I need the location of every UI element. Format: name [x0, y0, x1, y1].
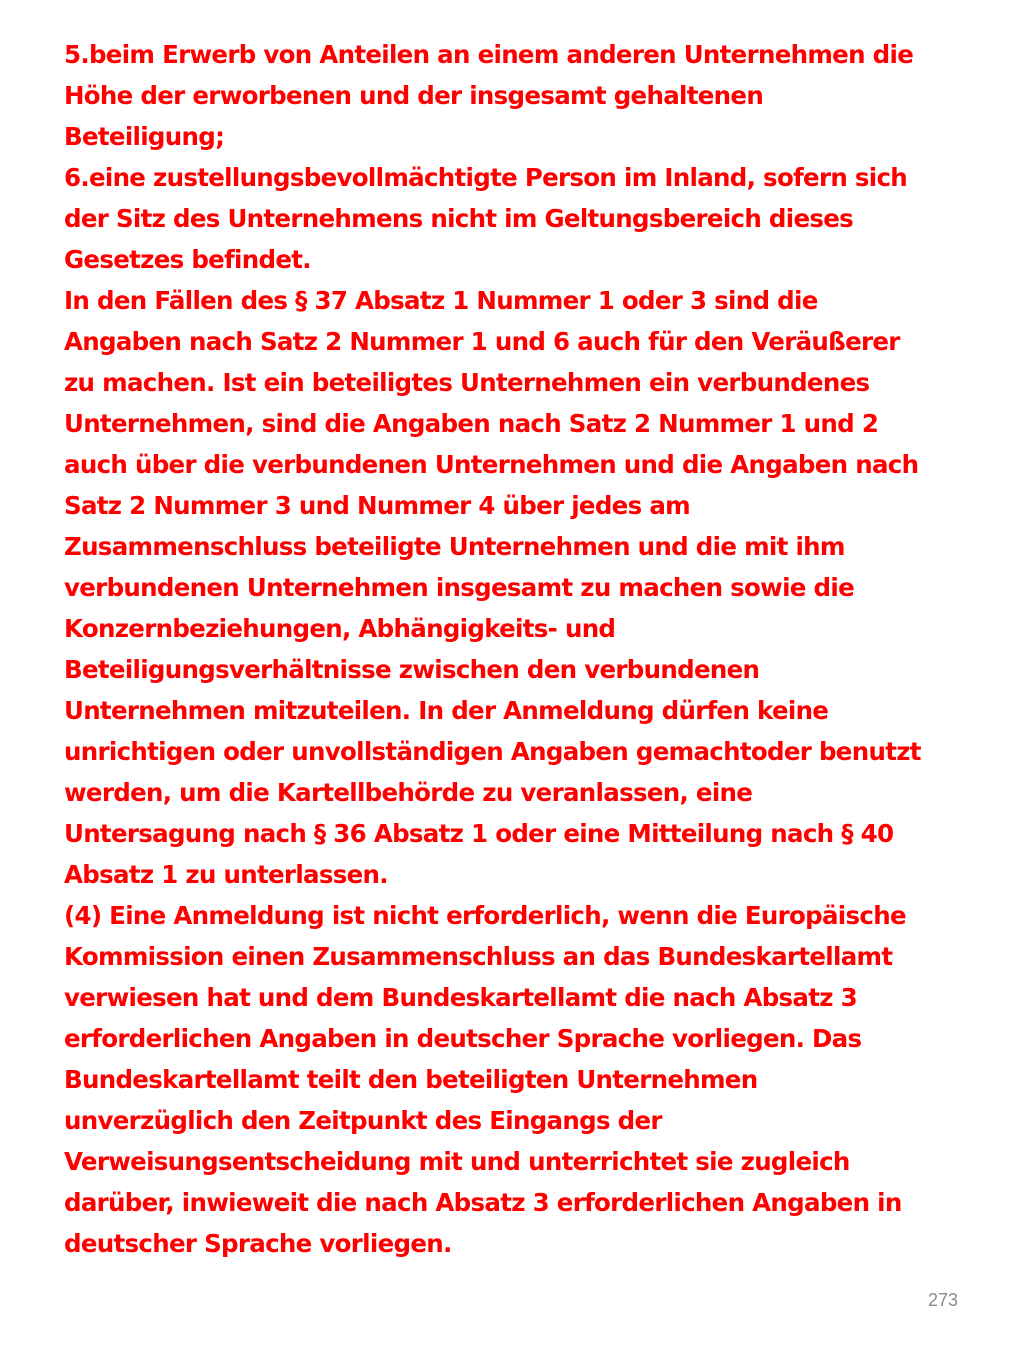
text-line: Satz 2 Nummer 3 und Nummer 4 über jedes am — [64, 491, 690, 520]
text-line: verwiesen hat und dem Bundeskartellamt die nach Absatz 3 — [64, 983, 858, 1012]
text-line: Verweisungsentscheidung mit und unterrichtet sie zugleich — [64, 1147, 850, 1176]
text-line: deutscher Sprache vorliegen. — [64, 1229, 452, 1258]
text-line: Untersagung nach § 36 Absatz 1 oder eine Mitteilung nach § 40 — [64, 819, 894, 848]
text-line: 6.eine zustellungsbevollmächtigte Person im Inland, sofern sich — [64, 163, 908, 192]
text-line: zu machen. Ist ein beteiligtes Unternehmen ein verbundenes — [64, 368, 870, 397]
text-line: Angaben nach Satz 2 Nummer 1 und 6 auch für den Veräußerer — [64, 327, 900, 356]
text-line: Höhe der erworbenen und der insgesamt gehaltenen — [64, 81, 764, 110]
text-line: In den Fällen des § 37 Absatz 1 Nummer 1 oder 3 sind die — [64, 286, 818, 315]
text-line: erforderlichen Angaben in deutscher Sprache vorliegen. Das — [64, 1024, 862, 1053]
text-line: der Sitz des Unternehmens nicht im Geltungsbereich dieses — [64, 204, 854, 233]
text-line: Gesetzes befindet. — [64, 245, 311, 274]
text-line: Unternehmen mitzuteilen. In der Anmeldung dürfen keine — [64, 696, 829, 725]
text-line: Absatz 1 zu unterlassen. — [64, 860, 388, 889]
text-line: darüber, inwieweit die nach Absatz 3 erforderlichen Angaben in — [64, 1188, 902, 1217]
text-line: unverzüglich den Zeitpunkt des Eingangs der — [64, 1106, 662, 1135]
text-line: Zusammenschluss beteiligte Unternehmen und die mit ihm — [64, 532, 845, 561]
text-line: verbundenen Unternehmen insgesamt zu machen sowie die — [64, 573, 854, 602]
body-text — [64, 34, 994, 1264]
page-number: 273 — [927, 1290, 958, 1310]
text-line: Unternehmen, sind die Angaben nach Satz 2 Nummer 1 und 2 — [64, 409, 879, 438]
text-line: Bundeskartellamt teilt den beteiligten Unternehmen — [64, 1065, 758, 1094]
text-line: 5.beim Erwerb von Anteilen an einem anderen Unternehmen die — [64, 40, 914, 69]
text-line: Kommission einen Zusammenschluss an das Bundeskartellamt — [64, 942, 893, 971]
text-line: werden, um die Kartellbehörde zu veranlassen, eine — [64, 778, 753, 807]
text-line: Beteiligung; — [64, 122, 225, 151]
text-line: Beteiligungsverhältnisse zwischen den verbundenen — [64, 655, 760, 684]
text-line: auch über die verbundenen Unternehmen und die Angaben nach — [64, 450, 919, 479]
text-line: Konzernbeziehungen, Abhängigkeits- und — [64, 614, 616, 643]
text-line: unrichtigen oder unvollständigen Angaben gemachtoder benutzt — [64, 737, 921, 766]
text-line: (4) Eine Anmeldung ist nicht erforderlich, wenn die Europäische — [64, 901, 906, 930]
